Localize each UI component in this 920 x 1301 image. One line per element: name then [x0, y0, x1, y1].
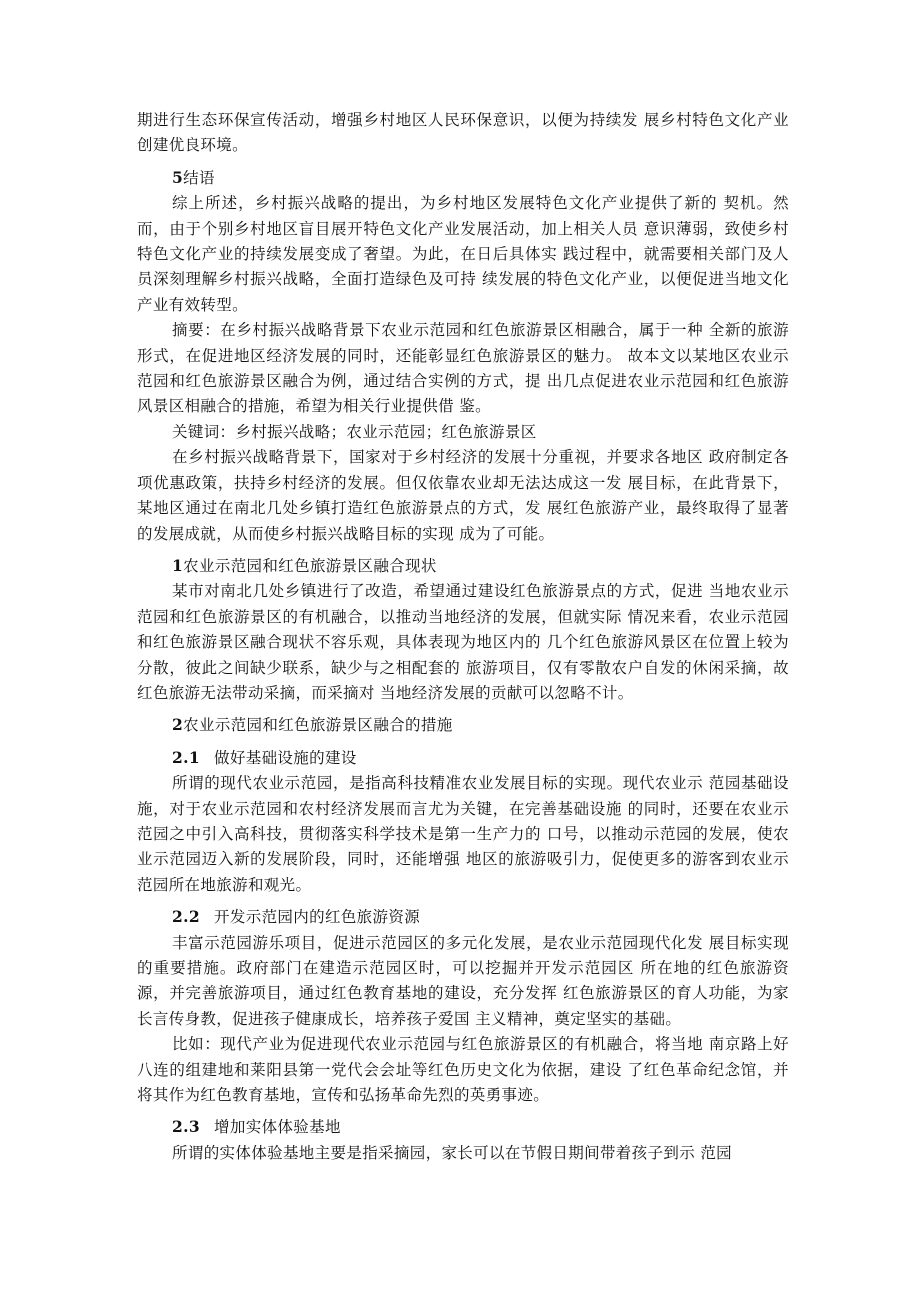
paragraph: 综上所述，乡村振兴战略的提出，为乡村地区发展特色文化产业提供了新的 契机。然而，由于个别乡村地区盲目展开特色文化产业发展活动，加上相关人员 意识薄弱，致使乡村特色文化产业的持续发展变成了奢望。为此，在日后具体实 践过程中，就需要相关部门及人员深刻理解乡村振兴战略，全面打造绿色及可持 续发展的特色文化产业，以便促进当地文化产业有效转型。	[137, 194, 789, 314]
paragraph: 所谓的实体体验基地主要是指采摘园，家长可以在节假日期间带着孩子到示 范园	[172, 1143, 733, 1162]
heading-text: 农业示范园和红色旅游景区融合现状	[183, 556, 437, 575]
subsection-heading	[137, 745, 789, 771]
paragraph: 某市对南北几处乡镇进行了改造，希望通过建设红色旅游景点的方式，促进 当地农业示范园和红色旅游景区的有机融合，以推动当地经济的发展，但就实际 情况来看，农业示范园和红色旅游景区融合现状不容乐观，具体表现为地区内的 几个红色旅游风景区在位置上较为分散，彼此之间缺少联系，缺少与之相配套的 旅游项目，仅有零散农户自发的休闲采摘，故红色旅游无法带动采摘，而采摘对 当地经济发展的贡献可以忽略不计。	[137, 582, 789, 702]
paragraph: 丰富示范园游乐项目，促进示范园区的多元化发展，是农业示范园现代化发 展目标实现的重要措施。政府部门在建造示范园区时，可以挖掘并开发示范园区 所在地的红色旅游资源，并完善旅游项目，通过红色教育基地的建设，充分发挥 红色旅游景区的育人功能，为家长言传身教，促进孩子健康成长，培养孩子爱国 主义精神，奠定坚实的基础。	[137, 933, 789, 1028]
paragraph: 摘要：在乡村振兴战略背景下农业示范园和红色旅游景区相融合，属于一种 全新的旅游形式，在促进地区经济发展的同时，还能彰显红色旅游景区的魅力。 故本文以某地区农业示范园和红色旅游景区融合为例，通过结合实例的方式，提 出几点促进农业示范园和红色旅游风景区相融合的措施，希望为相关行业提供借 鉴。	[137, 321, 789, 416]
heading-text: 做好基础设施的建设	[214, 748, 357, 767]
heading-text: 农业示范园和红色旅游景区融合的措施	[183, 716, 453, 735]
heading-number: 2.2	[172, 907, 201, 927]
heading-number: 2	[172, 715, 184, 735]
heading-number: 2.1	[172, 747, 201, 767]
subsection-heading	[137, 904, 789, 930]
heading-text: 增加实体体验基地	[214, 1118, 341, 1137]
paragraph: 关键词：乡村振兴战略；农业示范园；红色旅游景区	[172, 422, 537, 441]
section-heading	[137, 165, 789, 191]
heading-number: 5	[172, 167, 184, 187]
paragraph: 期进行生态环保宣传活动，增强乡村地区人民环保意识，以便为持续发 展乡村特色文化产业创建优良环境。	[137, 111, 789, 155]
section-heading	[137, 712, 789, 738]
document-body	[137, 108, 789, 1166]
paragraph: 所谓的现代农业示范园，是指高科技精准农业发展目标的实现。现代农业示 范园基础设施，对于农业示范园和农村经济发展而言尤为关键，在完善基础设施 的同时，还要在农业示范园之中引入高科技，贯彻落实科学技术是第一生产力的 口号，以推动示范园的发展，使农业示范园迈入新的发展阶段，同时，还能增强 地区的旅游吸引力，促使更多的游客到农业示范园所在地旅游和观光。	[137, 774, 789, 894]
section-heading	[137, 553, 789, 579]
subsection-heading	[137, 1114, 789, 1140]
heading-number: 1	[172, 555, 184, 575]
heading-text: 结语	[183, 168, 215, 187]
heading-number: 2.3	[172, 1117, 201, 1137]
paragraph: 在乡村振兴战略背景下，国家对于乡村经济的发展十分重视，并要求各地区 政府制定各项优惠政策，扶持乡村经济的发展。但仅依靠农业却无法达成这一发 展目标，在此背景下，某地区通过在南北几处乡镇打造红色旅游景点的方式，发 展红色旅游产业，最终取得了显著的发展成就，从而使乡村振兴战略目标的实现 成为了可能。	[137, 448, 789, 543]
heading-text: 开发示范园内的红色旅游资源	[214, 908, 421, 927]
paragraph: 比如：现代产业为促进现代农业示范园与红色旅游景区的有机融合，将当地 南京路上好八连的组建地和莱阳县第一党代会会址等红色历史文化为依据，建设 了红色革命纪念馆，并将其作为红色教育基地，宣传和弘扬革命先烈的英勇事迹。	[137, 1035, 789, 1105]
